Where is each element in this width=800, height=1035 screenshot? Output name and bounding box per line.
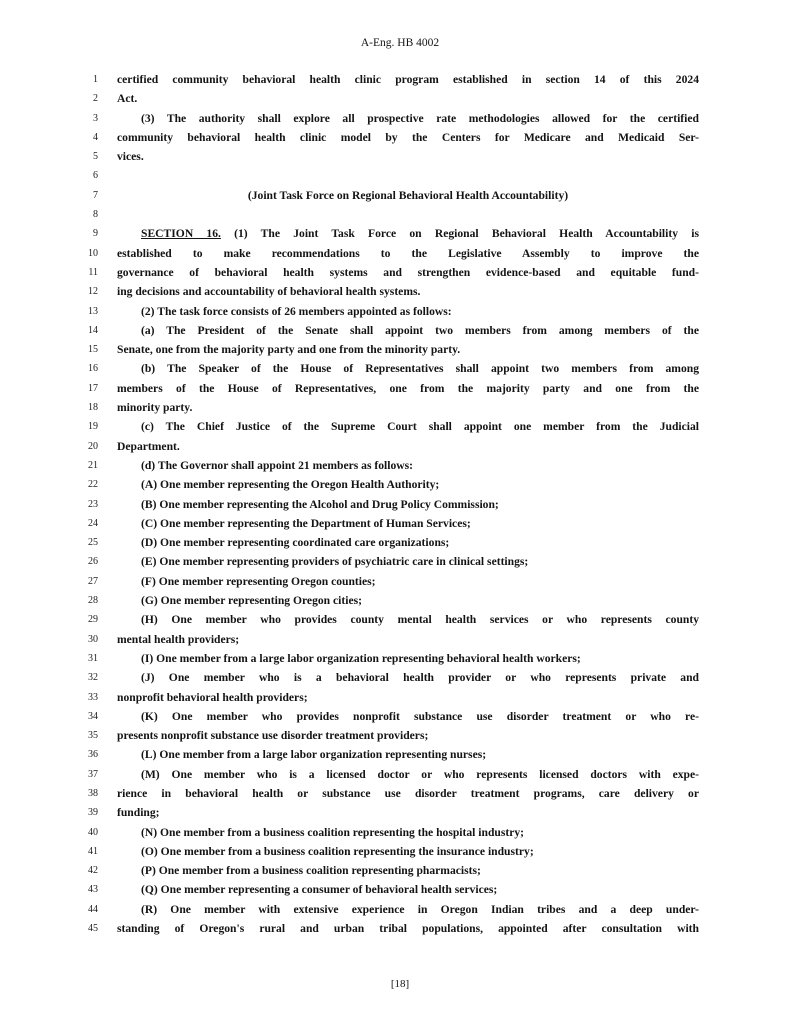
text-line xyxy=(0,282,800,301)
text-line xyxy=(0,244,800,263)
text-line xyxy=(0,861,800,880)
bill-text xyxy=(0,70,800,938)
text-line xyxy=(0,630,800,649)
line-text: (M) One member who is a licensed doctor or who represents licensed doctors with expe- xyxy=(141,767,699,781)
line-number: 20 xyxy=(88,440,98,452)
line-number: 43 xyxy=(88,884,98,896)
line-number: 32 xyxy=(88,672,98,684)
line-number: 42 xyxy=(88,865,98,877)
line-text: (L) One member from a large labor organization representing nurses; xyxy=(141,748,487,762)
line-number: 36 xyxy=(88,749,98,761)
text-line xyxy=(0,263,800,282)
line-number: 27 xyxy=(88,575,98,587)
text-line xyxy=(0,495,800,514)
line-text: (P) One member from a business coalition representing pharmacists; xyxy=(141,864,481,878)
text-line xyxy=(0,533,800,552)
line-text: standing of Oregon's rural and urban tribal populations, appointed after consultation with xyxy=(117,922,699,936)
line-text: (N) One member from a business coalition representing the hospital industry; xyxy=(141,825,525,839)
line-number: 14 xyxy=(88,324,98,336)
line-number: 12 xyxy=(88,286,98,298)
text-line xyxy=(0,186,800,205)
section-heading: (Joint Task Force on Regional Behavioral Health Accountability) xyxy=(247,188,569,202)
line-text: (3) The authority shall explore all prospective rate methodologies allowed for the certified xyxy=(141,111,699,125)
text-line xyxy=(0,514,800,533)
line-number: 22 xyxy=(88,479,98,491)
line-number: 44 xyxy=(88,903,98,915)
text-line xyxy=(0,379,800,398)
text-line xyxy=(0,668,800,687)
line-number: 45 xyxy=(88,923,98,935)
line-number: 19 xyxy=(88,421,98,433)
section-text: (1) The Joint Task Force on Regional Behavioral Health Accountability is xyxy=(220,227,699,241)
line-text: funding; xyxy=(117,806,160,820)
text-line xyxy=(0,417,800,436)
text-line xyxy=(0,745,800,764)
text-line xyxy=(0,900,800,919)
line-number: 16 xyxy=(88,363,98,375)
line-text: (d) The Governor shall appoint 21 members as follows: xyxy=(141,458,414,472)
line-number: 11 xyxy=(88,266,98,278)
line-text: (B) One member representing the Alcohol and Drug Policy Commission; xyxy=(141,497,499,511)
line-number: 5 xyxy=(93,151,98,163)
line-text: (C) One member representing the Department of Human Services; xyxy=(141,516,471,530)
text-line xyxy=(0,109,800,128)
line-number: 25 xyxy=(88,537,98,549)
line-number: 30 xyxy=(88,633,98,645)
text-line xyxy=(0,147,800,166)
line-number: 33 xyxy=(88,691,98,703)
text-line xyxy=(0,224,800,243)
line-text: mental health providers; xyxy=(117,632,240,646)
text-line xyxy=(0,321,800,340)
text-line xyxy=(0,552,800,571)
page-number: [18] xyxy=(390,978,410,990)
line-number: 15 xyxy=(88,344,98,356)
text-line xyxy=(0,803,800,822)
line-number: 31 xyxy=(88,652,98,664)
line-number: 7 xyxy=(93,189,98,201)
text-line xyxy=(0,398,800,417)
line-text: (I) One member from a large labor organization representing behavioral health workers; xyxy=(141,651,581,665)
line-number: 26 xyxy=(88,556,98,568)
text-line xyxy=(0,610,800,629)
text-line xyxy=(0,128,800,147)
line-number: 6 xyxy=(93,170,98,182)
text-line xyxy=(0,688,800,707)
line-text: Department. xyxy=(117,439,180,453)
line-text: (Q) One member representing a consumer of behavioral health services; xyxy=(141,883,498,897)
line-text: vices. xyxy=(117,150,144,164)
line-text: (K) One member who provides nonprofit substance use disorder treatment or who re- xyxy=(141,709,699,723)
text-line xyxy=(0,707,800,726)
line-number: 18 xyxy=(88,402,98,414)
line-number: 9 xyxy=(93,228,98,240)
line-number: 34 xyxy=(88,710,98,722)
text-line xyxy=(0,572,800,591)
line-number: 3 xyxy=(93,112,98,124)
line-text: (G) One member representing Oregon cities; xyxy=(141,594,362,608)
text-line xyxy=(0,205,800,224)
line-number: 1 xyxy=(93,74,98,85)
line-text: (c) The Chief Justice of the Supreme Court shall appoint one member from the Judicial xyxy=(141,420,699,434)
line-text: (F) One member representing Oregon counties; xyxy=(141,574,376,588)
line-number: 41 xyxy=(88,845,98,857)
line-text: presents nonprofit substance use disorder treatment providers; xyxy=(117,729,429,743)
line-text: (R) One member with extensive experience in Oregon Indian tribes and a deep under- xyxy=(141,902,699,916)
text-line xyxy=(0,340,800,359)
line-text: governance of behavioral health systems and strengthen evidence-based and equitable fund- xyxy=(117,265,699,279)
text-line xyxy=(0,166,800,185)
line-text: Act. xyxy=(117,92,138,106)
line-number: 29 xyxy=(88,614,98,626)
line-number: 39 xyxy=(88,807,98,819)
line-text: rience in behavioral health or substance use disorder treatment programs, care delivery or xyxy=(117,786,699,800)
line-text: nonprofit behavioral health providers; xyxy=(117,690,308,704)
line-text: (A) One member representing the Oregon Health Authority; xyxy=(141,478,440,492)
text-line xyxy=(0,784,800,803)
line-text: (O) One member from a business coalition representing the insurance industry; xyxy=(141,844,534,858)
line-number: 38 xyxy=(88,787,98,799)
line-text: Senate, one from the majority party and one from the minority party. xyxy=(117,343,461,357)
text-line xyxy=(0,70,800,89)
line-text: established to make recommendations to the Legislative Assembly to improve the xyxy=(117,246,699,260)
text-line xyxy=(0,591,800,610)
line-text: ing decisions and accountability of behavioral health systems. xyxy=(117,285,421,299)
text-line xyxy=(0,302,800,321)
line-text: certified community behavioral health clinic program established in section 14 of this 2024 xyxy=(117,73,699,86)
text-line xyxy=(0,823,800,842)
text-line xyxy=(0,359,800,378)
section-label: SECTION 16. xyxy=(141,227,221,241)
line-text xyxy=(117,224,699,243)
line-text: members of the House of Representatives, one from the majority party and one from the xyxy=(117,381,699,395)
line-number: 21 xyxy=(88,459,98,471)
line-number: 10 xyxy=(88,247,98,259)
line-number: 8 xyxy=(93,209,98,221)
line-number: 4 xyxy=(93,131,98,143)
text-line xyxy=(0,842,800,861)
line-text: (D) One member representing coordinated care organizations; xyxy=(141,536,450,550)
text-line xyxy=(0,880,800,899)
line-number: 37 xyxy=(88,768,98,780)
text-line xyxy=(0,919,800,938)
page-header: A-Eng. HB 4002 xyxy=(360,37,440,49)
line-number: 2 xyxy=(93,93,98,105)
text-line xyxy=(0,649,800,668)
text-line xyxy=(0,726,800,745)
line-text: (E) One member representing providers of psychiatric care in clinical settings; xyxy=(141,555,529,569)
line-text: (J) One member who is a behavioral health provider or who represents private and xyxy=(141,671,699,685)
text-line xyxy=(0,437,800,456)
line-number: 23 xyxy=(88,498,98,510)
line-text: (2) The task force consists of 26 members appointed as follows: xyxy=(141,304,452,318)
line-text: minority party. xyxy=(117,401,193,415)
line-number: 13 xyxy=(88,305,98,317)
line-number: 28 xyxy=(88,595,98,607)
line-text: (b) The Speaker of the House of Representatives shall appoint two members from among xyxy=(141,362,699,376)
line-number: 24 xyxy=(88,517,98,529)
text-line xyxy=(0,89,800,108)
line-text: (H) One member who provides county mental health services or who represents county xyxy=(141,613,699,627)
text-line xyxy=(0,456,800,475)
text-line xyxy=(0,765,800,784)
line-text: community behavioral health clinic model by the Centers for Medicare and Medicaid Ser- xyxy=(117,130,699,144)
text-line xyxy=(0,475,800,494)
line-number: 35 xyxy=(88,730,98,742)
line-text: (a) The President of the Senate shall appoint two members from among members of the xyxy=(141,323,699,337)
line-number: 40 xyxy=(88,826,98,838)
line-number: 17 xyxy=(88,382,98,394)
